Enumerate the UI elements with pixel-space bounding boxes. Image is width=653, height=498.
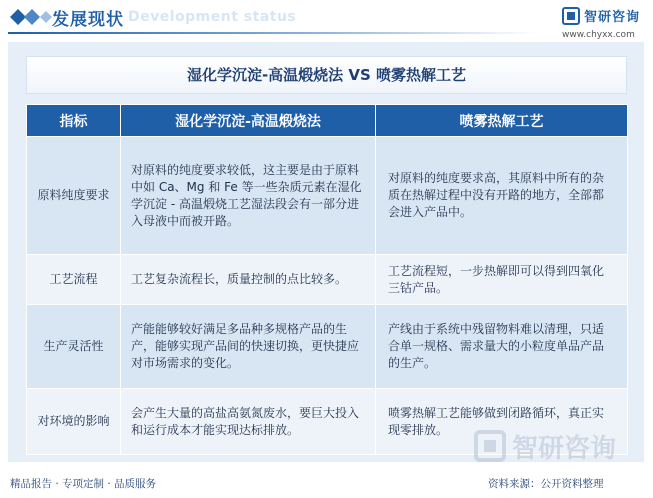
row-spray-cell: 对原料的纯度要求高，其原料中所有的杂质在热解过程中没有开路的地方，全部都会进入产品中。 — [376, 137, 628, 255]
brand-logo-icon — [562, 7, 580, 25]
watermark-text: 智研咨询 — [512, 434, 617, 464]
comparison-table — [26, 104, 628, 455]
table-row — [27, 389, 628, 455]
row-wet-cell: 对原料的纯度要求较低，这主要是由于原料中如 Ca、Mg 和 Fe 等一些杂质元素在湿化学沉淀 - 高温煅烧工艺湿法段会有一部分进入母液中而被开路。 — [121, 137, 376, 255]
header-indicator: 指标 — [27, 105, 121, 137]
row-indicator: 原料纯度要求 — [27, 137, 121, 255]
row-indicator: 工艺流程 — [27, 255, 121, 305]
table-row — [27, 137, 628, 255]
page-footer — [0, 466, 653, 498]
diamond-decoration-icon — [10, 8, 52, 26]
header-wet-method: 湿化学沉淀-高温煅烧法 — [121, 105, 376, 137]
row-spray-cell: 喷雾热解工艺能够做到闭路循环，真正实现零排放。 — [376, 389, 628, 455]
footer-tagline: 精品报告 · 专项定制 · 品质服务 — [10, 478, 157, 490]
brand-name: 智研咨询 — [584, 10, 641, 25]
page-title: 发展现状 — [52, 10, 124, 30]
comparison-title: 湿化学沉淀-高温煅烧法 VS 喷雾热解工艺 — [26, 56, 627, 94]
row-indicator: 对环境的影响 — [27, 389, 121, 455]
table-row — [27, 305, 628, 389]
header-divider — [8, 32, 538, 34]
header-spray-method: 喷雾热解工艺 — [376, 105, 628, 137]
row-spray-cell: 产线由于系统中残留物料难以清理，只适合单一规格、需求量大的小粒度单品产品的生产。 — [376, 305, 628, 389]
brand-url: www.chyxx.com — [562, 30, 635, 40]
table-header-row — [27, 105, 628, 137]
page-title-en: Development status — [128, 9, 297, 25]
row-wet-cell: 会产生大量的高盐高氨氮废水，要巨大投入和运行成本才能实现达标排放。 — [121, 389, 376, 455]
row-spray-cell: 工艺流程短，一步热解即可以得到四氧化三钴产品。 — [376, 255, 628, 305]
row-wet-cell: 产能能够较好满足多品种多规格产品的生产，能够实现产品间的快速切换，更快捷应对市场需求的变化。 — [121, 305, 376, 389]
footer-source: 资料来源：公开资料整理 — [488, 478, 604, 490]
row-indicator: 生产灵活性 — [27, 305, 121, 389]
table-row — [27, 255, 628, 305]
page-header — [0, 0, 653, 44]
brand — [562, 6, 652, 42]
row-wet-cell: 工艺复杂流程长，质量控制的点比较多。 — [121, 255, 376, 305]
